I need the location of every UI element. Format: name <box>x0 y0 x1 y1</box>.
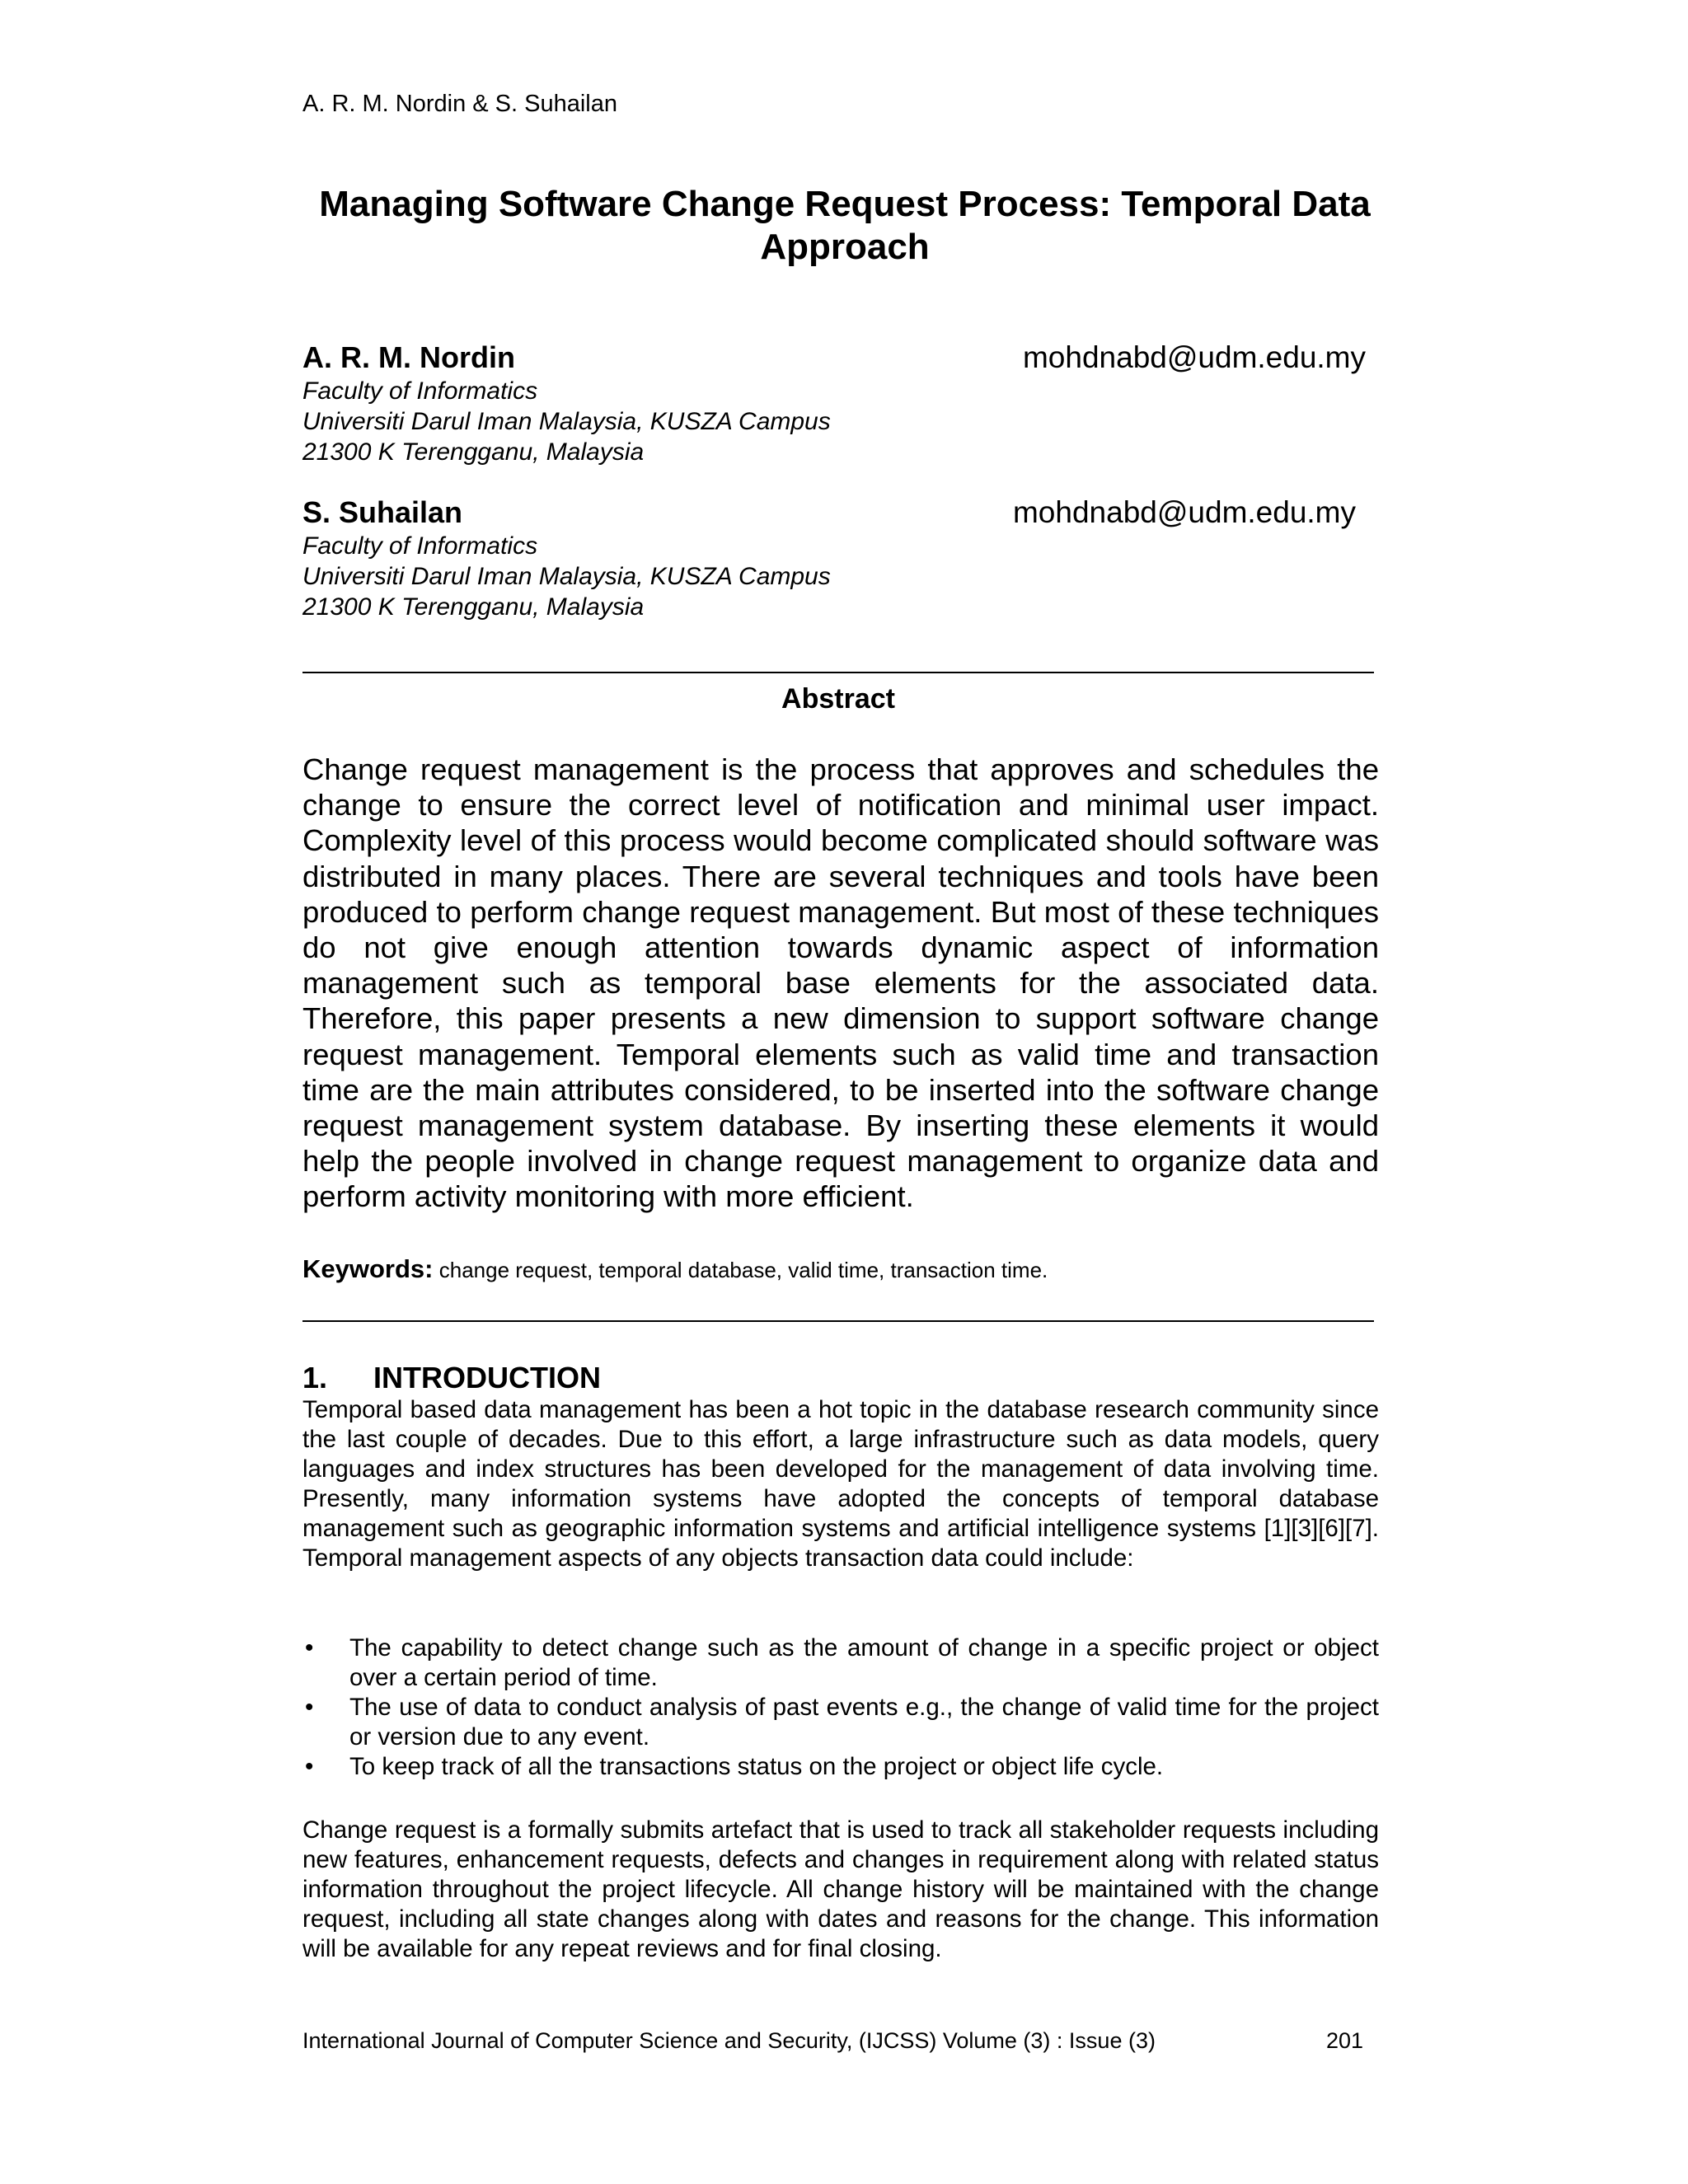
author-name: A. R. M. Nordin <box>302 340 515 374</box>
section-title: INTRODUCTION <box>373 1361 601 1394</box>
affiliation-line: Faculty of Informatics <box>302 532 538 560</box>
affiliation-line: 21300 K Terengganu, Malaysia <box>302 438 645 466</box>
journal-footer: International Journal of Computer Science and Security, (IJCSS) Volume (3) : Issue (3) <box>302 2028 1156 2053</box>
body-paragraph: Temporal based data management has been a hot topic in the database research community since the last couple of decades. Due to this effort, a large infrastructure such as data models, query languages and index structures has been developed for the management of data involving time. Presently, many information systems have adopted the concepts of temporal database management such as geographic information systems and artificial intelligence systems [1][3][6][7]. Temporal management aspects of any objects transaction data could include: <box>302 1396 1379 1572</box>
running-head: A. R. M. Nordin & S. Suhailan <box>302 91 617 117</box>
bullet-list <box>302 1633 1379 1782</box>
list-item <box>302 1633 1379 1693</box>
body-paragraph: Change request is a formally submits artefact that is used to track all stakeholder requests including new features, enhancement requests, defects and changes in requirement along with related status information throughout the project lifecycle. All change history will be maintained with the change request, including all state changes along with dates and reasons for the change. This information will be available for any repeat reviews and for final closing. <box>302 1816 1379 1962</box>
affiliation-line: Universiti Darul Iman Malaysia, KUSZA Campus <box>302 408 831 435</box>
list-item <box>302 1693 1379 1752</box>
abstract-heading: Abstract <box>781 683 895 715</box>
author-block-nordin <box>302 340 1366 467</box>
section-number: 1. <box>302 1361 328 1394</box>
author-email: mohdnabd@udm.edu.my <box>1012 495 1356 529</box>
bullet-icon: • <box>305 1694 314 1721</box>
keywords <box>302 1253 1048 1286</box>
bullet-icon: • <box>305 1634 314 1661</box>
abstract-text: Change request management is the process that approves and schedules the change to ensure the correct level of notification and minimal user impact. Complexity level of this process would become complicated should software was distributed in many places. There are several techniques and tools have been produced to perform change request management. But most of these techniques do not give enough attention towards dynamic aspect of information management such as temporal base elements for the associated data. Therefore, this paper presents a new dimension to support software change request management. Temporal elements such as valid time and transaction time are the main attributes considered, to be inserted into the software change request management system database. By inserting these elements it would help the people involved in change request management to organize data and perform activity monitoring with more efficient. <box>302 752 1379 1214</box>
keywords-list: change request, temporal database, valid time, transaction time. <box>438 1258 1048 1282</box>
affiliation-line: 21300 K Terengganu, Malaysia <box>302 593 645 621</box>
affiliation-line: Universiti Darul Iman Malaysia, KUSZA Campus <box>302 563 831 590</box>
paper-title: Managing Software Change Request Process: Temporal Data Approach <box>319 184 1371 267</box>
list-item <box>302 1752 1379 1782</box>
page-number: 201 <box>1326 2028 1364 2053</box>
author-email: mohdnabd@udm.edu.my <box>1022 340 1366 374</box>
abstract-top-rule <box>302 672 1374 673</box>
keywords-colon: : <box>424 1254 434 1283</box>
list-item-text: The capability to detect change such as the amount of change in a specific project or object over a certain period of time. <box>349 1634 1379 1691</box>
bullet-icon: • <box>305 1753 314 1780</box>
author-name: S. Suhailan <box>302 495 463 529</box>
section-heading <box>302 1360 601 1396</box>
author-block-suhailan <box>302 494 1366 622</box>
affiliation-line: Faculty of Informatics <box>302 377 538 405</box>
keywords-label: Keywords <box>302 1254 425 1283</box>
abstract-bottom-rule <box>302 1320 1374 1322</box>
list-item-text: To keep track of all the transactions status on the project or object life cycle. <box>349 1753 1164 1780</box>
list-item-text: The use of data to conduct analysis of past events e.g., the change of valid time for the project or version due to any event. <box>349 1694 1379 1750</box>
